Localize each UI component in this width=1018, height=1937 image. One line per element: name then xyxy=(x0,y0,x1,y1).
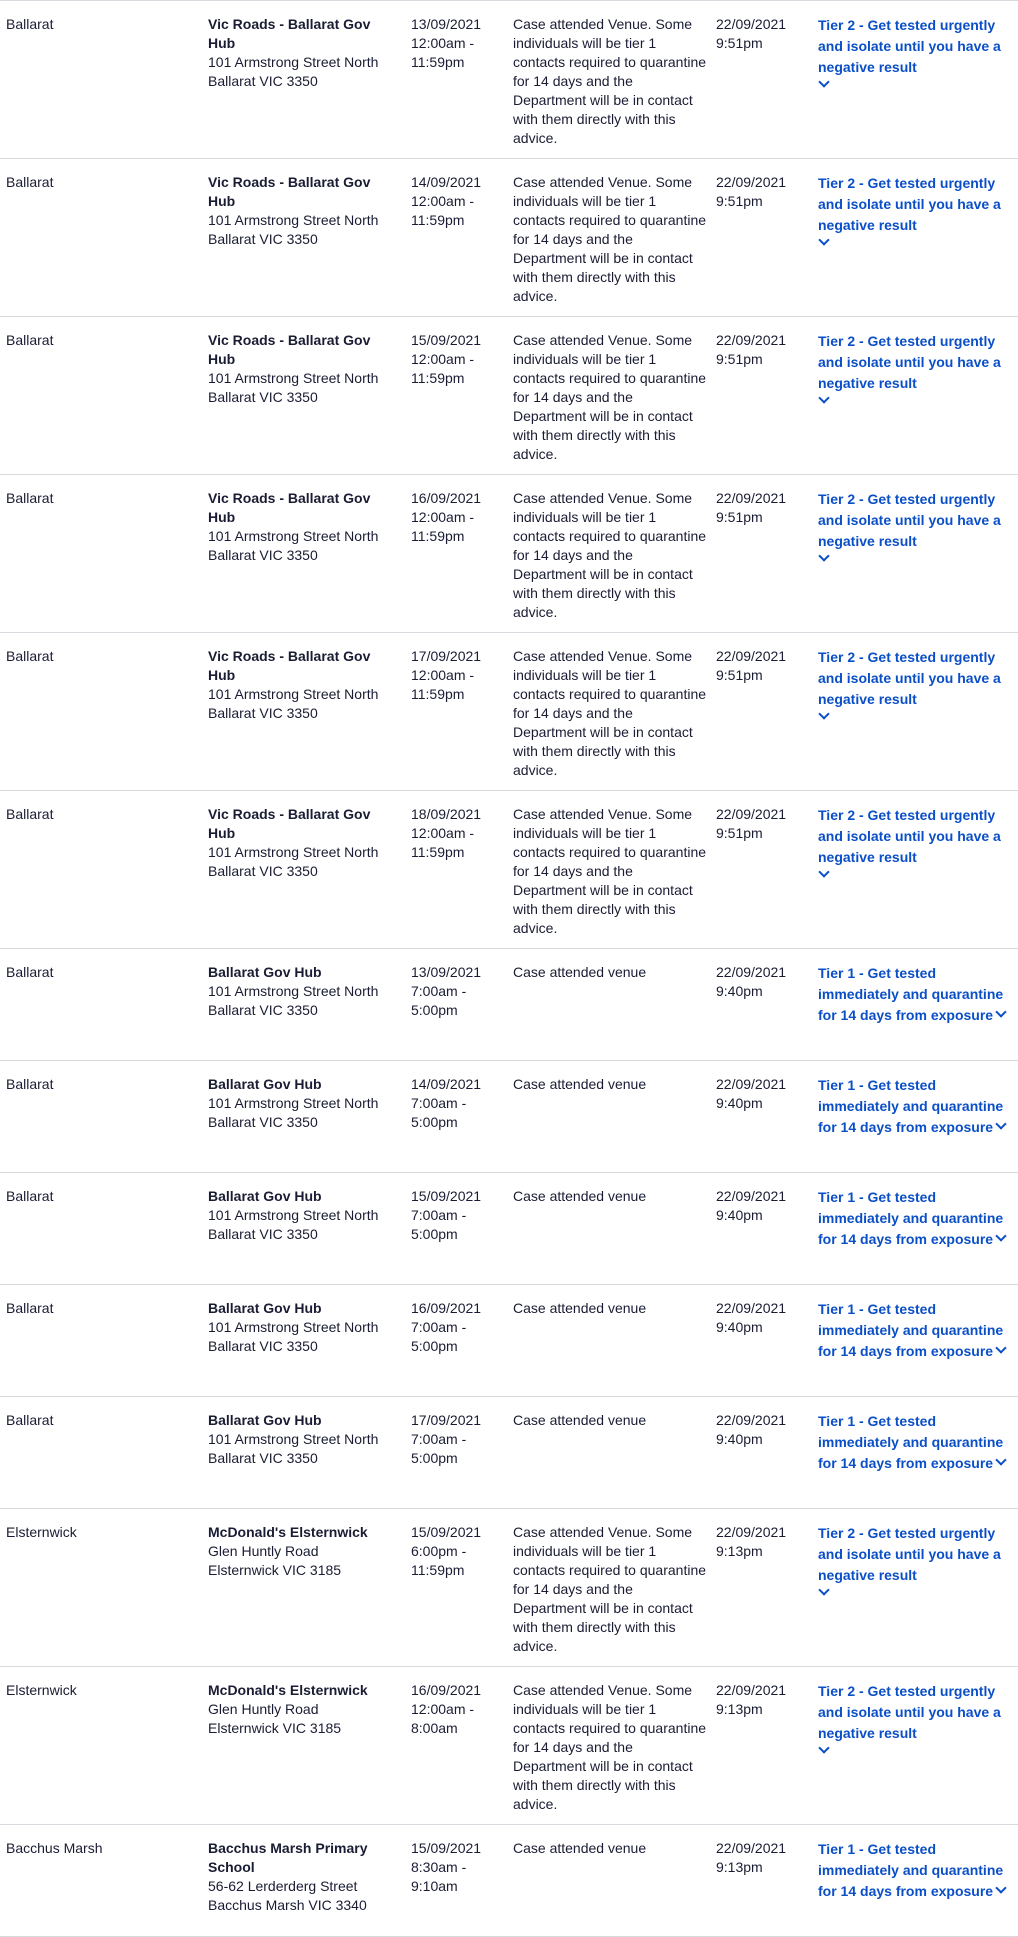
exposure-time-cell xyxy=(411,1523,513,1666)
table-row xyxy=(0,949,1018,1061)
exposure-time: 7:00am - 5:00pm xyxy=(411,1319,467,1354)
health-advice-label: Tier 2 - Get tested urgently and isolate until you have a negative result xyxy=(818,175,1001,233)
site-address-line: 101 Armstrong Street North xyxy=(208,686,379,702)
site-address-line: 101 Armstrong Street North xyxy=(208,1207,379,1223)
suburb-text: Elsternwick xyxy=(6,1524,77,1540)
exposure-time: 7:00am - 5:00pm xyxy=(411,983,467,1018)
notes-text: Case attended Venue. Some individuals will be tier 1 contacts required to quarantine for 14 days and the Department will be in contact with them directly with this advice. xyxy=(513,1524,707,1654)
suburb-cell xyxy=(0,1681,208,1824)
exposure-time: 12:00am - 11:59pm xyxy=(411,509,475,544)
site-name: Vic Roads - Ballarat Gov Hub xyxy=(208,16,371,51)
added-date: 22/09/2021 xyxy=(716,1524,787,1540)
site-name: Ballarat Gov Hub xyxy=(208,1412,322,1428)
suburb-cell xyxy=(0,1411,208,1508)
health-advice-cell xyxy=(818,1681,1018,1824)
exposure-time-cell xyxy=(411,1681,513,1824)
exposure-time: 12:00am - 11:59pm xyxy=(411,351,475,386)
added-time: 9:51pm xyxy=(716,351,763,367)
added-time: 9:51pm xyxy=(716,193,763,209)
chevron-down-icon xyxy=(818,76,829,87)
notes-text: Case attended venue xyxy=(513,1188,647,1204)
exposure-date: 14/09/2021 xyxy=(411,1076,482,1092)
notes-cell xyxy=(513,1075,716,1172)
added-date: 22/09/2021 xyxy=(716,1188,787,1204)
added-date: 22/09/2021 xyxy=(716,490,787,506)
site-address-line: 101 Armstrong Street North xyxy=(208,212,379,228)
site-cell xyxy=(208,805,411,948)
site-address-line: Ballarat VIC 3350 xyxy=(208,73,318,89)
added-time: 9:40pm xyxy=(716,1207,763,1223)
health-advice-label: Tier 2 - Get tested urgently and isolate until you have a negative result xyxy=(818,491,1001,549)
exposure-date: 15/09/2021 xyxy=(411,1840,482,1856)
health-advice-cell xyxy=(818,805,1018,948)
added-time-cell xyxy=(716,1299,818,1396)
added-time: 9:51pm xyxy=(716,825,763,841)
chevron-down-icon xyxy=(818,234,829,245)
added-time-cell xyxy=(716,15,818,158)
exposure-time: 12:00am - 11:59pm xyxy=(411,193,475,228)
added-date: 22/09/2021 xyxy=(716,16,787,32)
site-address-line: 101 Armstrong Street North xyxy=(208,1319,379,1335)
exposure-date: 16/09/2021 xyxy=(411,490,482,506)
exposure-time-cell xyxy=(411,1839,513,1936)
site-address-line: Ballarat VIC 3350 xyxy=(208,1450,318,1466)
chevron-down-icon xyxy=(818,550,829,561)
exposure-time-cell xyxy=(411,173,513,316)
notes-text: Case attended venue xyxy=(513,1076,647,1092)
chevron-down-icon xyxy=(818,866,829,877)
table-row xyxy=(0,1397,1018,1509)
suburb-text: Ballarat xyxy=(6,648,54,664)
site-address-line: Glen Huntly Road xyxy=(208,1543,319,1559)
suburb-cell xyxy=(0,1187,208,1284)
site-cell xyxy=(208,173,411,316)
notes-text: Case attended venue xyxy=(513,964,647,980)
site-name: Ballarat Gov Hub xyxy=(208,1300,322,1316)
added-time-cell xyxy=(716,1187,818,1284)
added-time: 9:13pm xyxy=(716,1859,763,1875)
exposure-time-cell xyxy=(411,1411,513,1508)
health-advice-cell xyxy=(818,15,1018,158)
notes-cell xyxy=(513,173,716,316)
site-cell xyxy=(208,1839,411,1936)
exposure-date: 14/09/2021 xyxy=(411,174,482,190)
health-advice-toggle[interactable] xyxy=(818,1299,1008,1362)
site-name: McDonald's Elsternwick xyxy=(208,1524,368,1540)
health-advice-toggle[interactable] xyxy=(818,489,1008,560)
site-address-line: Ballarat VIC 3350 xyxy=(208,1002,318,1018)
chevron-down-icon xyxy=(995,1882,1006,1893)
site-cell xyxy=(208,489,411,632)
exposure-date: 16/09/2021 xyxy=(411,1300,482,1316)
added-date: 22/09/2021 xyxy=(716,648,787,664)
health-advice-label: Tier 2 - Get tested urgently and isolate until you have a negative result xyxy=(818,333,1001,391)
exposure-date: 16/09/2021 xyxy=(411,1682,482,1698)
added-time-cell xyxy=(716,1411,818,1508)
chevron-down-icon xyxy=(995,1342,1006,1353)
suburb-text: Ballarat xyxy=(6,1412,54,1428)
site-cell xyxy=(208,647,411,790)
added-time: 9:40pm xyxy=(716,1431,763,1447)
site-address-line: Ballarat VIC 3350 xyxy=(208,389,318,405)
health-advice-cell xyxy=(818,1523,1018,1666)
suburb-text: Ballarat xyxy=(6,174,54,190)
exposure-time: 6:00pm - 11:59pm xyxy=(411,1543,467,1578)
exposure-time-cell xyxy=(411,1299,513,1396)
site-name: Bacchus Marsh Primary School xyxy=(208,1840,368,1875)
site-address-line: Ballarat VIC 3350 xyxy=(208,863,318,879)
site-cell xyxy=(208,1187,411,1284)
suburb-cell xyxy=(0,331,208,474)
health-advice-toggle[interactable] xyxy=(818,173,1008,244)
suburb-text: Bacchus Marsh xyxy=(6,1840,103,1856)
suburb-text: Ballarat xyxy=(6,806,54,822)
chevron-down-icon xyxy=(995,1454,1006,1465)
notes-cell xyxy=(513,489,716,632)
site-cell xyxy=(208,1299,411,1396)
exposure-time: 12:00am - 11:59pm xyxy=(411,825,475,860)
health-advice-cell xyxy=(818,647,1018,790)
suburb-text: Ballarat xyxy=(6,332,54,348)
site-address-line: Glen Huntly Road xyxy=(208,1701,319,1717)
suburb-text: Elsternwick xyxy=(6,1682,77,1698)
notes-text: Case attended Venue. Some individuals will be tier 1 contacts required to quarantine for 14 days and the Department will be in contact with them directly with this advice. xyxy=(513,16,707,146)
health-advice-label: Tier 1 - Get tested immediately and quarantine for 14 days from exposure xyxy=(818,1189,1004,1247)
exposure-time: 8:30am - 9:10am xyxy=(411,1859,467,1894)
health-advice-toggle[interactable] xyxy=(818,1187,1008,1250)
added-date: 22/09/2021 xyxy=(716,806,787,822)
site-cell xyxy=(208,1075,411,1172)
health-advice-label: Tier 1 - Get tested immediately and quarantine for 14 days from exposure xyxy=(818,965,1004,1023)
site-address-line: 56-62 Lerderderg Street xyxy=(208,1878,358,1894)
site-address-line: Elsternwick VIC 3185 xyxy=(208,1562,342,1578)
added-time: 9:51pm xyxy=(716,35,763,51)
added-time-cell xyxy=(716,1839,818,1936)
site-address-line: Ballarat VIC 3350 xyxy=(208,1114,318,1130)
site-address-line: 101 Armstrong Street North xyxy=(208,54,379,70)
site-cell xyxy=(208,331,411,474)
health-advice-label: Tier 1 - Get tested immediately and quarantine for 14 days from exposure xyxy=(818,1077,1004,1135)
health-advice-cell xyxy=(818,489,1018,632)
chevron-down-icon xyxy=(818,392,829,403)
suburb-cell xyxy=(0,15,208,158)
health-advice-cell xyxy=(818,1187,1018,1284)
notes-text: Case attended venue xyxy=(513,1412,647,1428)
table-row xyxy=(0,317,1018,475)
exposure-time: 12:00am - 11:59pm xyxy=(411,667,475,702)
chevron-down-icon xyxy=(818,708,829,719)
suburb-cell xyxy=(0,1839,208,1936)
site-name: McDonald's Elsternwick xyxy=(208,1682,368,1698)
table-row xyxy=(0,1285,1018,1397)
suburb-cell xyxy=(0,1299,208,1396)
added-time-cell xyxy=(716,1075,818,1172)
added-time-cell xyxy=(716,1681,818,1824)
notes-text: Case attended venue xyxy=(513,1840,647,1856)
notes-cell xyxy=(513,15,716,158)
health-advice-toggle[interactable] xyxy=(818,1523,1008,1594)
site-cell xyxy=(208,1523,411,1666)
added-time: 9:13pm xyxy=(716,1701,763,1717)
table-row xyxy=(0,1825,1018,1937)
health-advice-toggle[interactable] xyxy=(818,15,1008,86)
suburb-text: Ballarat xyxy=(6,1300,54,1316)
added-time-cell xyxy=(716,1523,818,1666)
suburb-cell xyxy=(0,805,208,948)
notes-cell xyxy=(513,647,716,790)
notes-cell xyxy=(513,1681,716,1824)
exposure-time-cell xyxy=(411,963,513,1060)
site-address-line: Ballarat VIC 3350 xyxy=(208,1338,318,1354)
added-time-cell xyxy=(716,647,818,790)
exposure-date: 17/09/2021 xyxy=(411,1412,482,1428)
added-date: 22/09/2021 xyxy=(716,1840,787,1856)
exposure-time-cell xyxy=(411,489,513,632)
added-time-cell xyxy=(716,805,818,948)
exposure-time-cell xyxy=(411,1187,513,1284)
table-row xyxy=(0,159,1018,317)
health-advice-label: Tier 1 - Get tested immediately and quarantine for 14 days from exposure xyxy=(818,1301,1004,1359)
health-advice-toggle[interactable] xyxy=(818,1839,1008,1902)
site-address-line: Ballarat VIC 3350 xyxy=(208,547,318,563)
notes-text: Case attended Venue. Some individuals will be tier 1 contacts required to quarantine for 14 days and the Department will be in contact with them directly with this advice. xyxy=(513,806,707,936)
table-row xyxy=(0,1173,1018,1285)
added-time: 9:40pm xyxy=(716,1095,763,1111)
exposure-date: 17/09/2021 xyxy=(411,648,482,664)
exposure-time: 12:00am - 11:59pm xyxy=(411,35,475,70)
added-date: 22/09/2021 xyxy=(716,174,787,190)
added-time: 9:40pm xyxy=(716,983,763,999)
health-advice-label: Tier 2 - Get tested urgently and isolate until you have a negative result xyxy=(818,1525,1001,1583)
health-advice-cell xyxy=(818,1839,1018,1936)
exposure-time-cell xyxy=(411,805,513,948)
exposure-date: 18/09/2021 xyxy=(411,806,482,822)
table-row xyxy=(0,475,1018,633)
site-address-line: 101 Armstrong Street North xyxy=(208,528,379,544)
health-advice-label: Tier 2 - Get tested urgently and isolate until you have a negative result xyxy=(818,1683,1001,1741)
site-name: Vic Roads - Ballarat Gov Hub xyxy=(208,332,371,367)
site-cell xyxy=(208,963,411,1060)
added-date: 22/09/2021 xyxy=(716,1300,787,1316)
exposure-time-cell xyxy=(411,15,513,158)
table-row xyxy=(0,1509,1018,1667)
site-cell xyxy=(208,15,411,158)
notes-cell xyxy=(513,1299,716,1396)
suburb-cell xyxy=(0,1523,208,1666)
site-address-line: Bacchus Marsh VIC 3340 xyxy=(208,1897,367,1913)
added-date: 22/09/2021 xyxy=(716,1412,787,1428)
health-advice-cell xyxy=(818,1299,1018,1396)
health-advice-cell xyxy=(818,173,1018,316)
health-advice-cell xyxy=(818,331,1018,474)
site-address-line: 101 Armstrong Street North xyxy=(208,1431,379,1447)
site-name: Vic Roads - Ballarat Gov Hub xyxy=(208,174,371,209)
exposure-time: 12:00am - 8:00am xyxy=(411,1701,475,1736)
exposure-time-cell xyxy=(411,331,513,474)
site-name: Vic Roads - Ballarat Gov Hub xyxy=(208,806,371,841)
health-advice-toggle[interactable] xyxy=(818,331,1008,402)
health-advice-toggle[interactable] xyxy=(818,647,1008,718)
health-advice-label: Tier 2 - Get tested urgently and isolate until you have a negative result xyxy=(818,17,1001,75)
suburb-text: Ballarat xyxy=(6,1188,54,1204)
health-advice-cell xyxy=(818,1411,1018,1508)
suburb-text: Ballarat xyxy=(6,16,54,32)
health-advice-label: Tier 1 - Get tested immediately and quarantine for 14 days from exposure xyxy=(818,1841,1004,1899)
notes-cell xyxy=(513,1839,716,1936)
site-address-line: Ballarat VIC 3350 xyxy=(208,1226,318,1242)
chevron-down-icon xyxy=(995,1006,1006,1017)
notes-cell xyxy=(513,1523,716,1666)
exposure-date: 13/09/2021 xyxy=(411,964,482,980)
notes-text: Case attended venue xyxy=(513,1300,647,1316)
health-advice-toggle[interactable] xyxy=(818,805,1008,876)
exposure-date: 15/09/2021 xyxy=(411,1524,482,1540)
suburb-cell xyxy=(0,1075,208,1172)
site-cell xyxy=(208,1411,411,1508)
added-time-cell xyxy=(716,489,818,632)
site-name: Ballarat Gov Hub xyxy=(208,1076,322,1092)
notes-text: Case attended Venue. Some individuals will be tier 1 contacts required to quarantine for 14 days and the Department will be in contact with them directly with this advice. xyxy=(513,648,707,778)
exposure-time: 7:00am - 5:00pm xyxy=(411,1207,467,1242)
suburb-text: Ballarat xyxy=(6,1076,54,1092)
exposure-time-cell xyxy=(411,1075,513,1172)
suburb-text: Ballarat xyxy=(6,964,54,980)
health-advice-toggle[interactable] xyxy=(818,1075,1008,1138)
notes-cell xyxy=(513,1411,716,1508)
health-advice-toggle[interactable] xyxy=(818,1681,1008,1752)
health-advice-label: Tier 2 - Get tested urgently and isolate until you have a negative result xyxy=(818,807,1001,865)
added-time: 9:13pm xyxy=(716,1543,763,1559)
site-address-line: 101 Armstrong Street North xyxy=(208,370,379,386)
site-cell xyxy=(208,1681,411,1824)
table-row xyxy=(0,1667,1018,1825)
site-address-line: 101 Armstrong Street North xyxy=(208,844,379,860)
site-address-line: Elsternwick VIC 3185 xyxy=(208,1720,342,1736)
added-date: 22/09/2021 xyxy=(716,964,787,980)
site-address-line: Ballarat VIC 3350 xyxy=(208,705,318,721)
suburb-text: Ballarat xyxy=(6,490,54,506)
notes-cell xyxy=(513,963,716,1060)
suburb-cell xyxy=(0,647,208,790)
suburb-cell xyxy=(0,963,208,1060)
site-name: Vic Roads - Ballarat Gov Hub xyxy=(208,490,371,525)
exposure-date: 15/09/2021 xyxy=(411,332,482,348)
site-address-line: Ballarat VIC 3350 xyxy=(208,231,318,247)
added-time-cell xyxy=(716,331,818,474)
chevron-down-icon xyxy=(818,1742,829,1753)
notes-text: Case attended Venue. Some individuals will be tier 1 contacts required to quarantine for 14 days and the Department will be in contact with them directly with this advice. xyxy=(513,1682,707,1812)
exposure-time: 7:00am - 5:00pm xyxy=(411,1431,467,1466)
exposure-date: 15/09/2021 xyxy=(411,1188,482,1204)
table-row xyxy=(0,1061,1018,1173)
notes-text: Case attended Venue. Some individuals will be tier 1 contacts required to quarantine for 14 days and the Department will be in contact with them directly with this advice. xyxy=(513,332,707,462)
added-time: 9:51pm xyxy=(716,509,763,525)
exposure-date: 13/09/2021 xyxy=(411,16,482,32)
health-advice-label: Tier 1 - Get tested immediately and quarantine for 14 days from exposure xyxy=(818,1413,1004,1471)
added-date: 22/09/2021 xyxy=(716,1682,787,1698)
notes-text: Case attended Venue. Some individuals will be tier 1 contacts required to quarantine for 14 days and the Department will be in contact with them directly with this advice. xyxy=(513,490,707,620)
table-row xyxy=(0,633,1018,791)
notes-cell xyxy=(513,331,716,474)
table-row xyxy=(0,1,1018,159)
added-time: 9:51pm xyxy=(716,667,763,683)
table-row xyxy=(0,791,1018,949)
chevron-down-icon xyxy=(995,1230,1006,1241)
added-time-cell xyxy=(716,173,818,316)
site-name: Ballarat Gov Hub xyxy=(208,964,322,980)
site-name: Ballarat Gov Hub xyxy=(208,1188,322,1204)
added-date: 22/09/2021 xyxy=(716,332,787,348)
health-advice-toggle[interactable] xyxy=(818,1411,1008,1474)
site-name: Vic Roads - Ballarat Gov Hub xyxy=(208,648,371,683)
site-address-line: 101 Armstrong Street North xyxy=(208,983,379,999)
chevron-down-icon xyxy=(818,1584,829,1595)
suburb-cell xyxy=(0,489,208,632)
health-advice-cell xyxy=(818,1075,1018,1172)
chevron-down-icon xyxy=(995,1118,1006,1129)
health-advice-label: Tier 2 - Get tested urgently and isolate until you have a negative result xyxy=(818,649,1001,707)
notes-text: Case attended Venue. Some individuals will be tier 1 contacts required to quarantine for 14 days and the Department will be in contact with them directly with this advice. xyxy=(513,174,707,304)
added-time: 9:40pm xyxy=(716,1319,763,1335)
added-time-cell xyxy=(716,963,818,1060)
exposure-time: 7:00am - 5:00pm xyxy=(411,1095,467,1130)
suburb-cell xyxy=(0,173,208,316)
exposure-time-cell xyxy=(411,647,513,790)
added-date: 22/09/2021 xyxy=(716,1076,787,1092)
site-address-line: 101 Armstrong Street North xyxy=(208,1095,379,1111)
health-advice-cell xyxy=(818,963,1018,1060)
notes-cell xyxy=(513,805,716,948)
health-advice-toggle[interactable] xyxy=(818,963,1008,1026)
notes-cell xyxy=(513,1187,716,1284)
